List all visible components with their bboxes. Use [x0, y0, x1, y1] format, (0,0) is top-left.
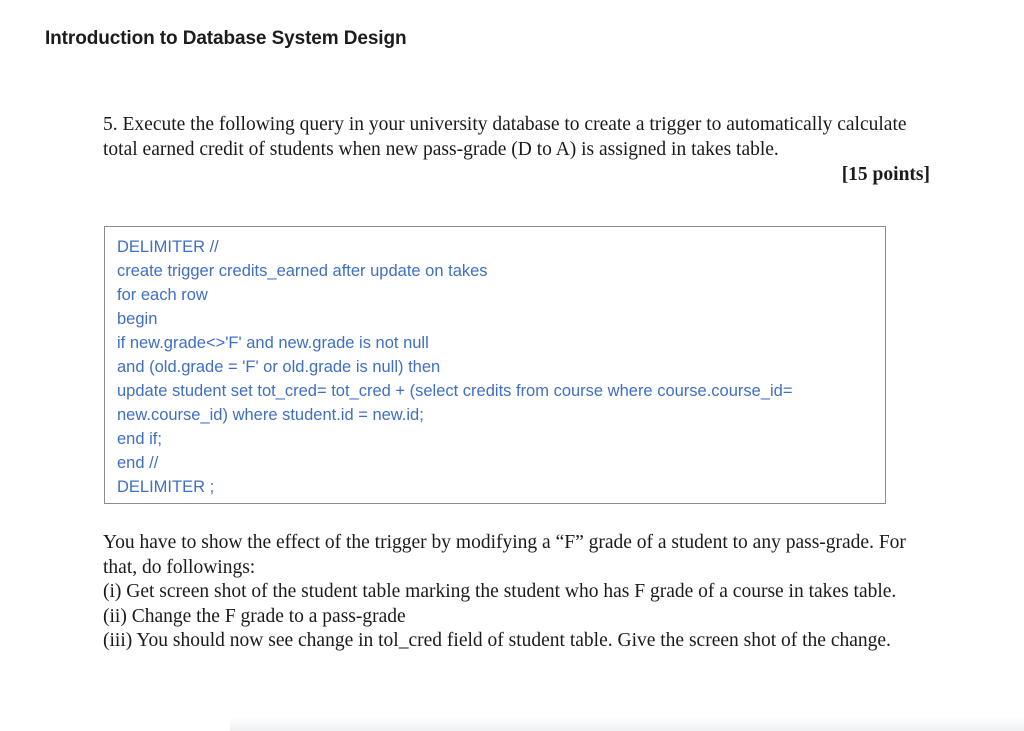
instruction-step-2: (ii) Change the F grade to a pass-grade — [103, 605, 406, 627]
code-line: and (old.grade = 'F' or old.grade is null) then — [117, 358, 441, 376]
code-line: end if; — [117, 430, 162, 448]
code-line: for each row — [117, 286, 208, 304]
code-line: end // — [117, 454, 159, 472]
question-points: [15 points] — [841, 164, 930, 185]
code-line: if new.grade<>'F' and new.grade is not null — [117, 334, 429, 352]
code-line: DELIMITER // — [117, 238, 219, 256]
question-text: 5. Execute the following query in your university database to create a trigger to automatically calculate total earned credit of students when new pass-grade (D to A) is assigned in takes table. — [103, 114, 907, 160]
code-line: create trigger credits_earned after update on takes — [117, 262, 488, 280]
sql-code-box — [104, 226, 886, 504]
instructions-intro: You have to show the effect of the trigger by modifying a “F” grade of a student to any pass-grade. For that, do followings: — [103, 532, 906, 578]
code-line: DELIMITER ; — [117, 478, 215, 496]
code-line: update student set tot_cred= tot_cred + (select credits from course where course.course_id= — [117, 382, 793, 400]
instructions-block — [103, 531, 933, 654]
instruction-step-1: (i) Get screen shot of the student table marking the student who has F grade of a course in takes table. — [103, 581, 897, 602]
page-bottom-shadow — [230, 717, 1024, 731]
instruction-step-3: (iii) You should now see change in tol_cred field of student table. Give the screen shot of the change. — [103, 630, 891, 651]
question-block — [103, 112, 933, 162]
code-line: new.course_id) where student.id = new.id; — [117, 406, 424, 424]
code-line: begin — [117, 310, 158, 328]
course-title: Introduction to Database System Design — [45, 28, 407, 49]
